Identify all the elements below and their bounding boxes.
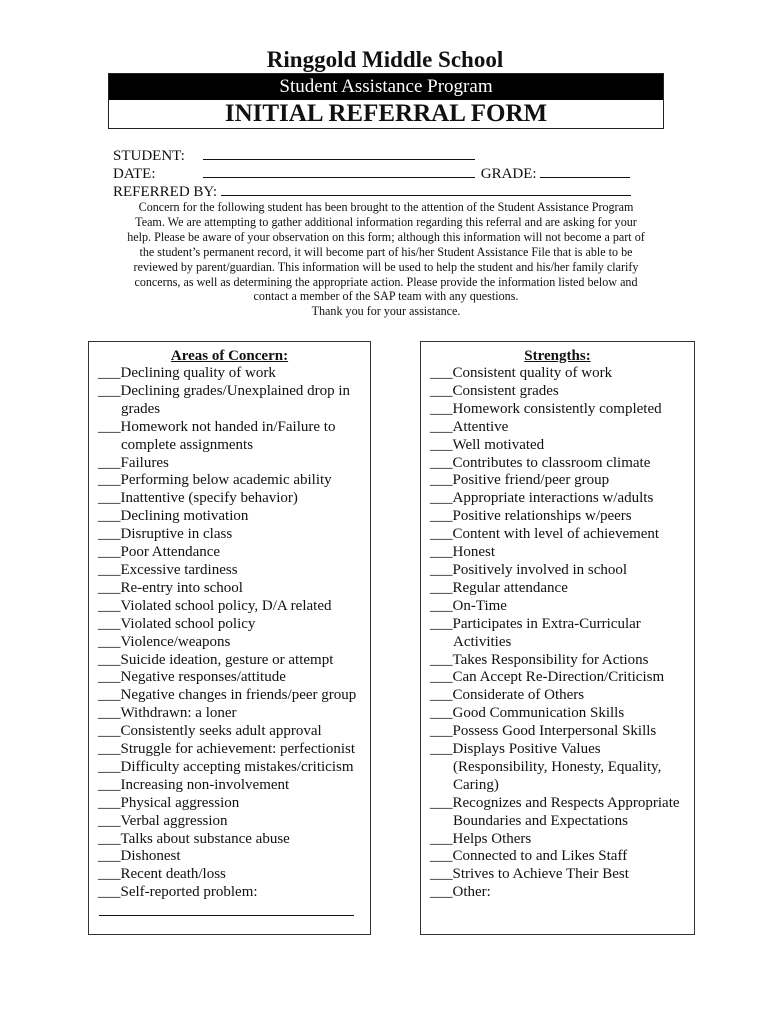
student-input-line[interactable] — [203, 147, 475, 160]
strength-item[interactable]: ___Other: — [430, 884, 491, 901]
concern-item[interactable]: ___Consistently seeks adult approval — [98, 723, 322, 740]
intro-line: Concern for the following student has been brought to the attention of the Student Assistance Program — [138, 200, 634, 214]
concern-item[interactable]: ___Inattentive (specify behavior) — [98, 490, 298, 507]
program-name: Student Assistance Program — [109, 74, 663, 100]
concern-item[interactable]: ___Withdrawn: a loner — [98, 705, 237, 722]
concern-item[interactable]: ___Declining grades/Unexplained drop in grades — [98, 382, 351, 417]
intro-line: the student’s permanent record, it will become part of his/her Student Assistance File that is able to be — [139, 244, 633, 259]
student-field-row — [113, 147, 475, 165]
concern-item[interactable]: ___Excessive tardiness — [98, 561, 238, 578]
strength-item[interactable]: ___Appropriate interactions w/adults — [430, 490, 654, 507]
concern-item[interactable]: ___Increasing non-involvement — [98, 776, 290, 793]
concern-item[interactable]: ___Difficulty accepting mistakes/criticism — [98, 758, 354, 775]
concern-item[interactable]: ___Violated school policy — [98, 615, 256, 632]
referred-by-field-row — [113, 183, 631, 201]
date-grade-field-row — [113, 165, 630, 183]
strength-item[interactable]: ___Strives to Achieve Their Best — [430, 866, 629, 883]
strengths-box — [420, 341, 695, 935]
strength-list — [430, 365, 692, 902]
concern-item[interactable]: ___Physical aggression — [98, 794, 240, 811]
concern-item[interactable]: ___Failures — [98, 454, 169, 471]
strength-item[interactable]: ___Possess Good Interpersonal Skills — [430, 723, 657, 740]
concern-item[interactable]: ___Struggle for achievement: perfectionist — [98, 741, 355, 758]
strength-item[interactable]: ___Honest — [430, 544, 495, 561]
concern-list — [98, 365, 368, 902]
areas-of-concern-box — [88, 341, 371, 935]
areas-of-concern-heading: Areas of Concern: — [170, 348, 289, 364]
strength-item[interactable]: ___Homework consistently completed — [430, 400, 662, 417]
school-name: Ringgold Middle School — [266, 47, 504, 72]
concern-item[interactable]: ___Negative responses/attitude — [98, 669, 286, 686]
strength-item[interactable]: ___Good Communication Skills — [430, 705, 625, 722]
concern-item[interactable]: ___Violence/weapons — [98, 633, 231, 650]
strength-item[interactable]: ___Participates in Extra-Curricular Activities — [430, 615, 641, 650]
concern-item[interactable]: ___Homework not handed in/Failure to complete assignments — [98, 418, 336, 453]
strength-item[interactable]: ___Positive relationships w/peers — [430, 508, 632, 525]
concern-item[interactable]: ___Verbal aggression — [98, 812, 228, 829]
concern-item[interactable]: ___Poor Attendance — [98, 544, 221, 561]
concern-item[interactable]: ___Self-reported problem: — [98, 884, 258, 901]
strength-item[interactable]: ___Consistent grades — [430, 382, 559, 399]
strength-item[interactable]: ___On-Time — [430, 597, 507, 614]
intro-line: help. Please be aware of your observation on this form; although this information will not become a part of — [127, 229, 645, 244]
strength-item[interactable]: ___Positively involved in school — [430, 561, 628, 578]
concern-item[interactable]: ___Performing below academic ability — [98, 472, 332, 489]
strength-item[interactable]: ___Can Accept Re-Direction/Criticism — [430, 669, 665, 686]
intro-line: reviewed by parent/guardian. This information will be used to help the student and his/her family clarify — [133, 259, 639, 274]
self-reported-problem-line[interactable] — [99, 915, 354, 916]
referred-by-label: REFERRED BY: — [113, 184, 218, 200]
strength-item[interactable]: ___Displays Positive Values (Responsibility, Honesty, Equality, Caring) — [430, 741, 662, 793]
form-title: INITIAL REFERRAL FORM — [224, 100, 548, 127]
date-input-line[interactable] — [203, 165, 475, 178]
concern-item[interactable]: ___Dishonest — [98, 848, 181, 865]
concern-item[interactable]: ___Declining quality of work — [98, 365, 276, 381]
strength-item[interactable]: ___Regular attendance — [430, 579, 568, 596]
intro-line: concerns, as well as determining the appropriate action. Please provide the information listed below and — [134, 274, 638, 289]
strength-item[interactable]: ___Well motivated — [430, 436, 545, 453]
strength-item[interactable]: ___Content with level of achievement — [430, 526, 660, 543]
strength-item[interactable]: ___Takes Responsibility for Actions — [430, 651, 649, 668]
strength-item[interactable]: ___Attentive — [430, 418, 509, 435]
concern-item[interactable]: ___Declining motivation — [98, 508, 249, 525]
intro-paragraph — [108, 200, 664, 319]
concern-item[interactable]: ___Recent death/loss — [98, 866, 226, 883]
strength-item[interactable]: ___Consistent quality of work — [430, 365, 613, 381]
grade-label: GRADE: — [480, 166, 537, 182]
intro-line: Team. We are attempting to gather additional information regarding this referral and are asking for your — [135, 214, 637, 229]
date-label: DATE: — [113, 166, 156, 182]
concern-item[interactable]: ___Suicide ideation, gesture or attempt — [98, 651, 334, 668]
strength-item[interactable]: ___Positive friend/peer group — [430, 472, 610, 489]
concern-item[interactable]: ___Violated school policy, D/A related — [98, 597, 332, 614]
strength-item[interactable]: ___Helps Others — [430, 830, 532, 847]
intro-line: contact a member of the SAP team with any questions. — [253, 289, 519, 304]
concern-item[interactable]: ___Re-entry into school — [98, 579, 243, 596]
grade-input-line[interactable] — [540, 165, 630, 178]
strength-item[interactable]: ___Connected to and Likes Staff — [430, 848, 628, 865]
intro-line: Thank you for your assistance. — [311, 304, 461, 319]
concern-item[interactable]: ___Talks about substance abuse — [98, 830, 290, 847]
referred-by-input-line[interactable] — [221, 183, 631, 196]
strength-item[interactable]: ___Contributes to classroom climate — [430, 454, 651, 471]
concern-item[interactable]: ___Disruptive in class — [98, 526, 233, 543]
concern-item[interactable]: ___Negative changes in friends/peer group — [98, 687, 357, 704]
strength-item[interactable]: ___Recognizes and Respects Appropriate Boundaries and Expectations — [430, 794, 680, 829]
strengths-heading: Strengths: — [524, 348, 591, 364]
title-banner — [108, 73, 664, 129]
strength-item[interactable]: ___Considerate of Others — [430, 687, 585, 704]
student-label: STUDENT: — [113, 148, 185, 164]
